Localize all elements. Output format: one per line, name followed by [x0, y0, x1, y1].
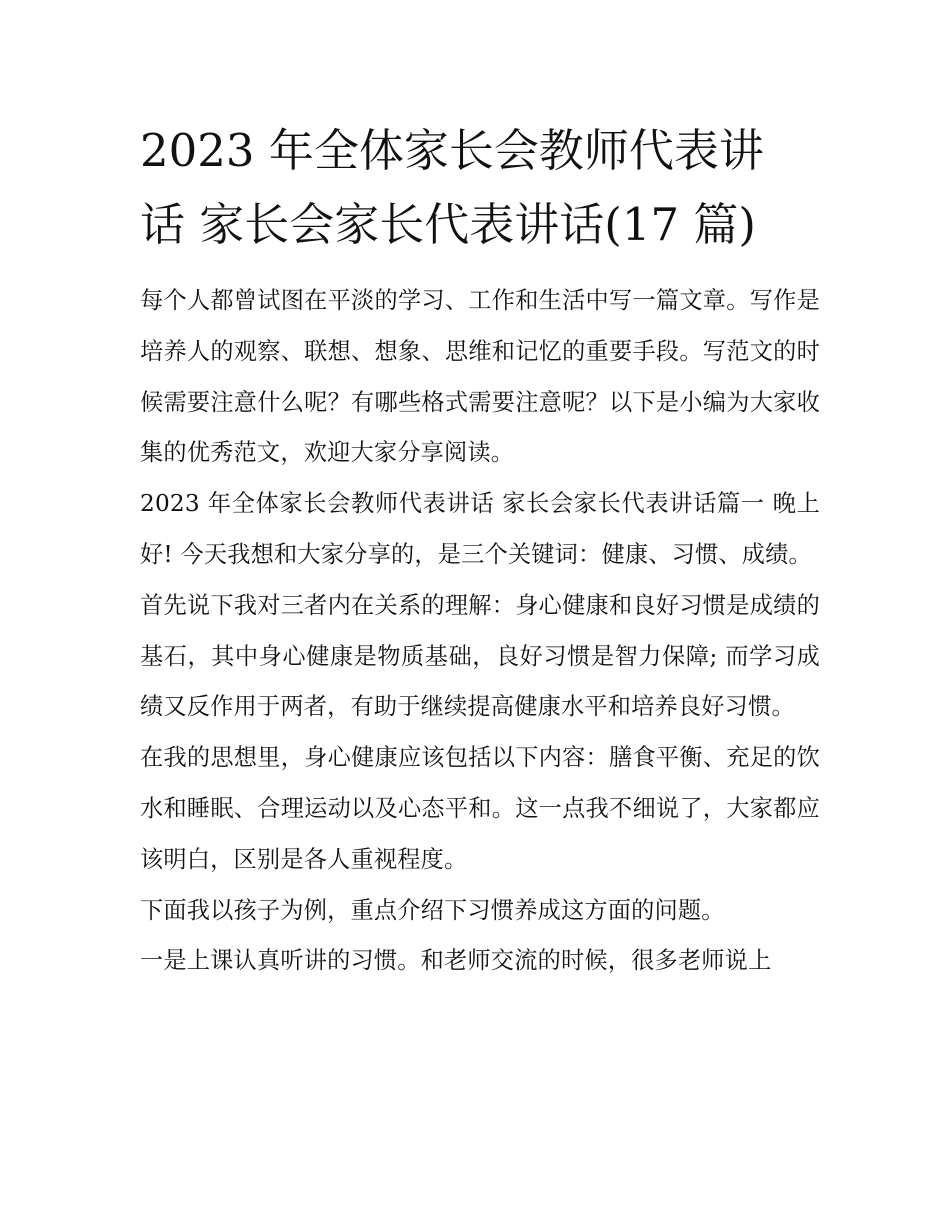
paragraph-health: 在我的思想里，身心健康应该包括以下内容：膳食平衡、充足的饮水和睡眠、合理运动以及心态平和。这一点我不细说了，大家都应该明白，区别是各人重视程度。 — [140, 744, 820, 873]
paragraph-habit-one: 一是上课认真听讲的习惯。和老师交流的时候，很多老师说上 — [140, 947, 772, 975]
paragraph-intro: 每个人都曾试图在平淡的学习、工作和生活中写一篇文章。写作是培养人的观察、联想、想象、思维和记忆的重要手段。写范文的时候需要注意什么呢？有哪些格式需要注意呢？以下是小编为大家收集的优秀范文，欢迎大家分享阅读。 — [140, 287, 820, 467]
document-body — [140, 276, 820, 987]
title-line-2: 话 家长会家长代表讲话(17 篇) — [140, 198, 756, 251]
paragraph-greeting: 2023 年全体家长会教师代表讲话 家长会家长代表讲话篇一 晚上好! 今天我想和大家分享的，是三个关键词：健康、习惯、成绩。 — [140, 490, 820, 568]
paragraph-habits-intro: 下面我以孩子为例，重点介绍下习惯养成这方面的问题。 — [140, 896, 725, 924]
document-title — [140, 114, 820, 262]
paragraph-relationship: 首先说下我对三者内在关系的理解：身心健康和良好习惯是成绩的基石，其中身心健康是物质基础，良好习惯是智力保障; 而学习成绩又反作用于两者，有助于继续提高健康水平和培养良好习惯。 — [140, 591, 820, 721]
title-line-1: 2023 年全体家长会教师代表讲 — [140, 124, 764, 177]
